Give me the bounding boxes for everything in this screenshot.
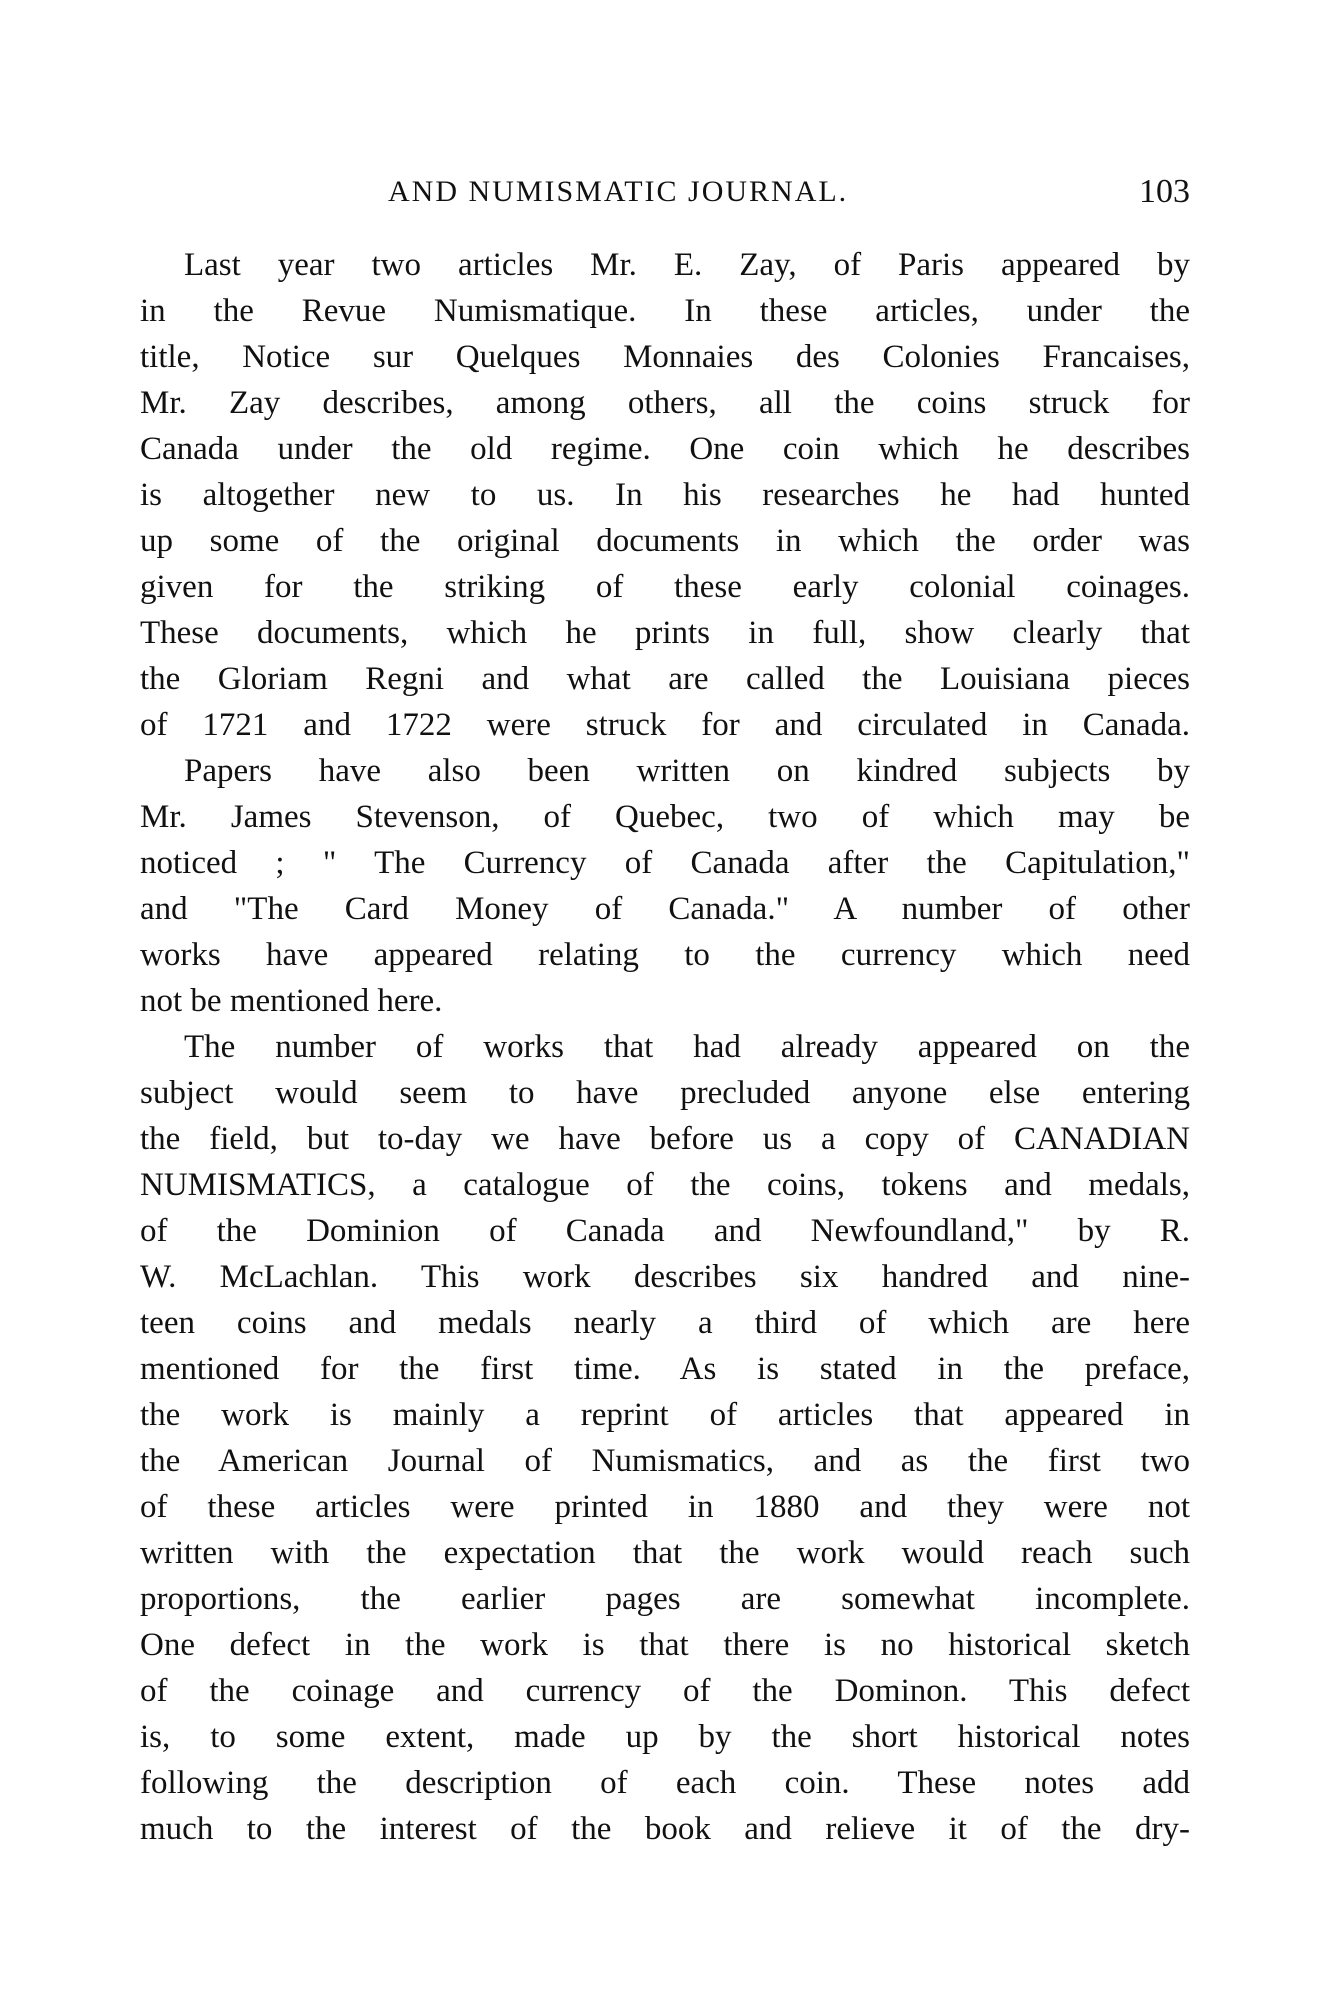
text-line: the work is mainly a reprint of articles that appeared in xyxy=(140,1397,1190,1433)
text-line: proportions, the earlier pages are somewhat incomplete. xyxy=(140,1581,1190,1617)
text-line: W. McLachlan. This work describes six handred and nine- xyxy=(140,1259,1190,1295)
text-line: up some of the original documents in which the order was xyxy=(140,523,1190,559)
text-line: of 1721 and 1722 were struck for and circulated in Canada. xyxy=(140,707,1190,743)
text-line: much to the interest of the book and relieve it of the dry- xyxy=(140,1811,1190,1847)
paragraph xyxy=(140,242,1190,748)
text-line: the American Journal of Numismatics, and as the first two xyxy=(140,1443,1190,1479)
text-line: subject would seem to have precluded anyone else entering xyxy=(140,1075,1190,1111)
text-line: the field, but to-day we have before us a copy of CANADIAN xyxy=(140,1121,1190,1157)
running-title: AND NUMISMATIC JOURNAL. xyxy=(388,175,849,208)
text-line: teen coins and medals nearly a third of which are here xyxy=(140,1305,1190,1341)
text-line: mentioned for the first time. As is stated in the preface, xyxy=(140,1351,1190,1387)
text-line: is altogether new to us. In his researches he had hunted xyxy=(140,477,1190,513)
text-line: Last year two articles Mr. E. Zay, of Paris appeared by xyxy=(184,247,1190,283)
page-header xyxy=(140,172,1190,222)
text-line: Papers have also been written on kindred subjects by xyxy=(184,753,1190,789)
text-line: These documents, which he prints in full, show clearly that xyxy=(140,615,1190,651)
text-line: Mr. James Stevenson, of Quebec, two of which may be xyxy=(140,799,1190,835)
text-line: in the Revue Numismatique. In these articles, under the xyxy=(140,293,1190,329)
page-number: 103 xyxy=(1139,173,1190,210)
text-line: not be mentioned here. xyxy=(140,983,443,1019)
paragraph xyxy=(140,748,1190,1024)
text-line: One defect in the work is that there is no historical sketch xyxy=(140,1627,1190,1663)
text-line: Canada under the old regime. One coin which he describes xyxy=(140,431,1190,467)
text-line: title, Notice sur Quelques Monnaies des Colonies Francaises, xyxy=(140,339,1190,375)
text-line: NUMISMATICS, a catalogue of the coins, tokens and medals, xyxy=(140,1167,1190,1203)
article-body xyxy=(140,242,1190,1852)
text-line: and "The Card Money of Canada." A number of other xyxy=(140,891,1190,927)
text-line: works have appeared relating to the currency which need xyxy=(140,937,1190,973)
text-line: noticed ; " The Currency of Canada after the Capitulation," xyxy=(140,845,1190,881)
text-line: of the Dominion of Canada and Newfoundland," by R. xyxy=(140,1213,1190,1249)
text-line: given for the striking of these early colonial coinages. xyxy=(140,569,1190,605)
text-line: Mr. Zay describes, among others, all the coins struck for xyxy=(140,385,1190,421)
text-line: of the coinage and currency of the Dominon. This defect xyxy=(140,1673,1190,1709)
text-line: The number of works that had already appeared on the xyxy=(184,1029,1190,1065)
text-line: following the description of each coin. These notes add xyxy=(140,1765,1190,1801)
text-line: is, to some extent, made up by the short historical notes xyxy=(140,1719,1190,1755)
paragraph xyxy=(140,1024,1190,1852)
text-line: written with the expectation that the work would reach such xyxy=(140,1535,1190,1571)
text-line: the Gloriam Regni and what are called the Louisiana pieces xyxy=(140,661,1190,697)
text-line: of these articles were printed in 1880 and they were not xyxy=(140,1489,1190,1525)
